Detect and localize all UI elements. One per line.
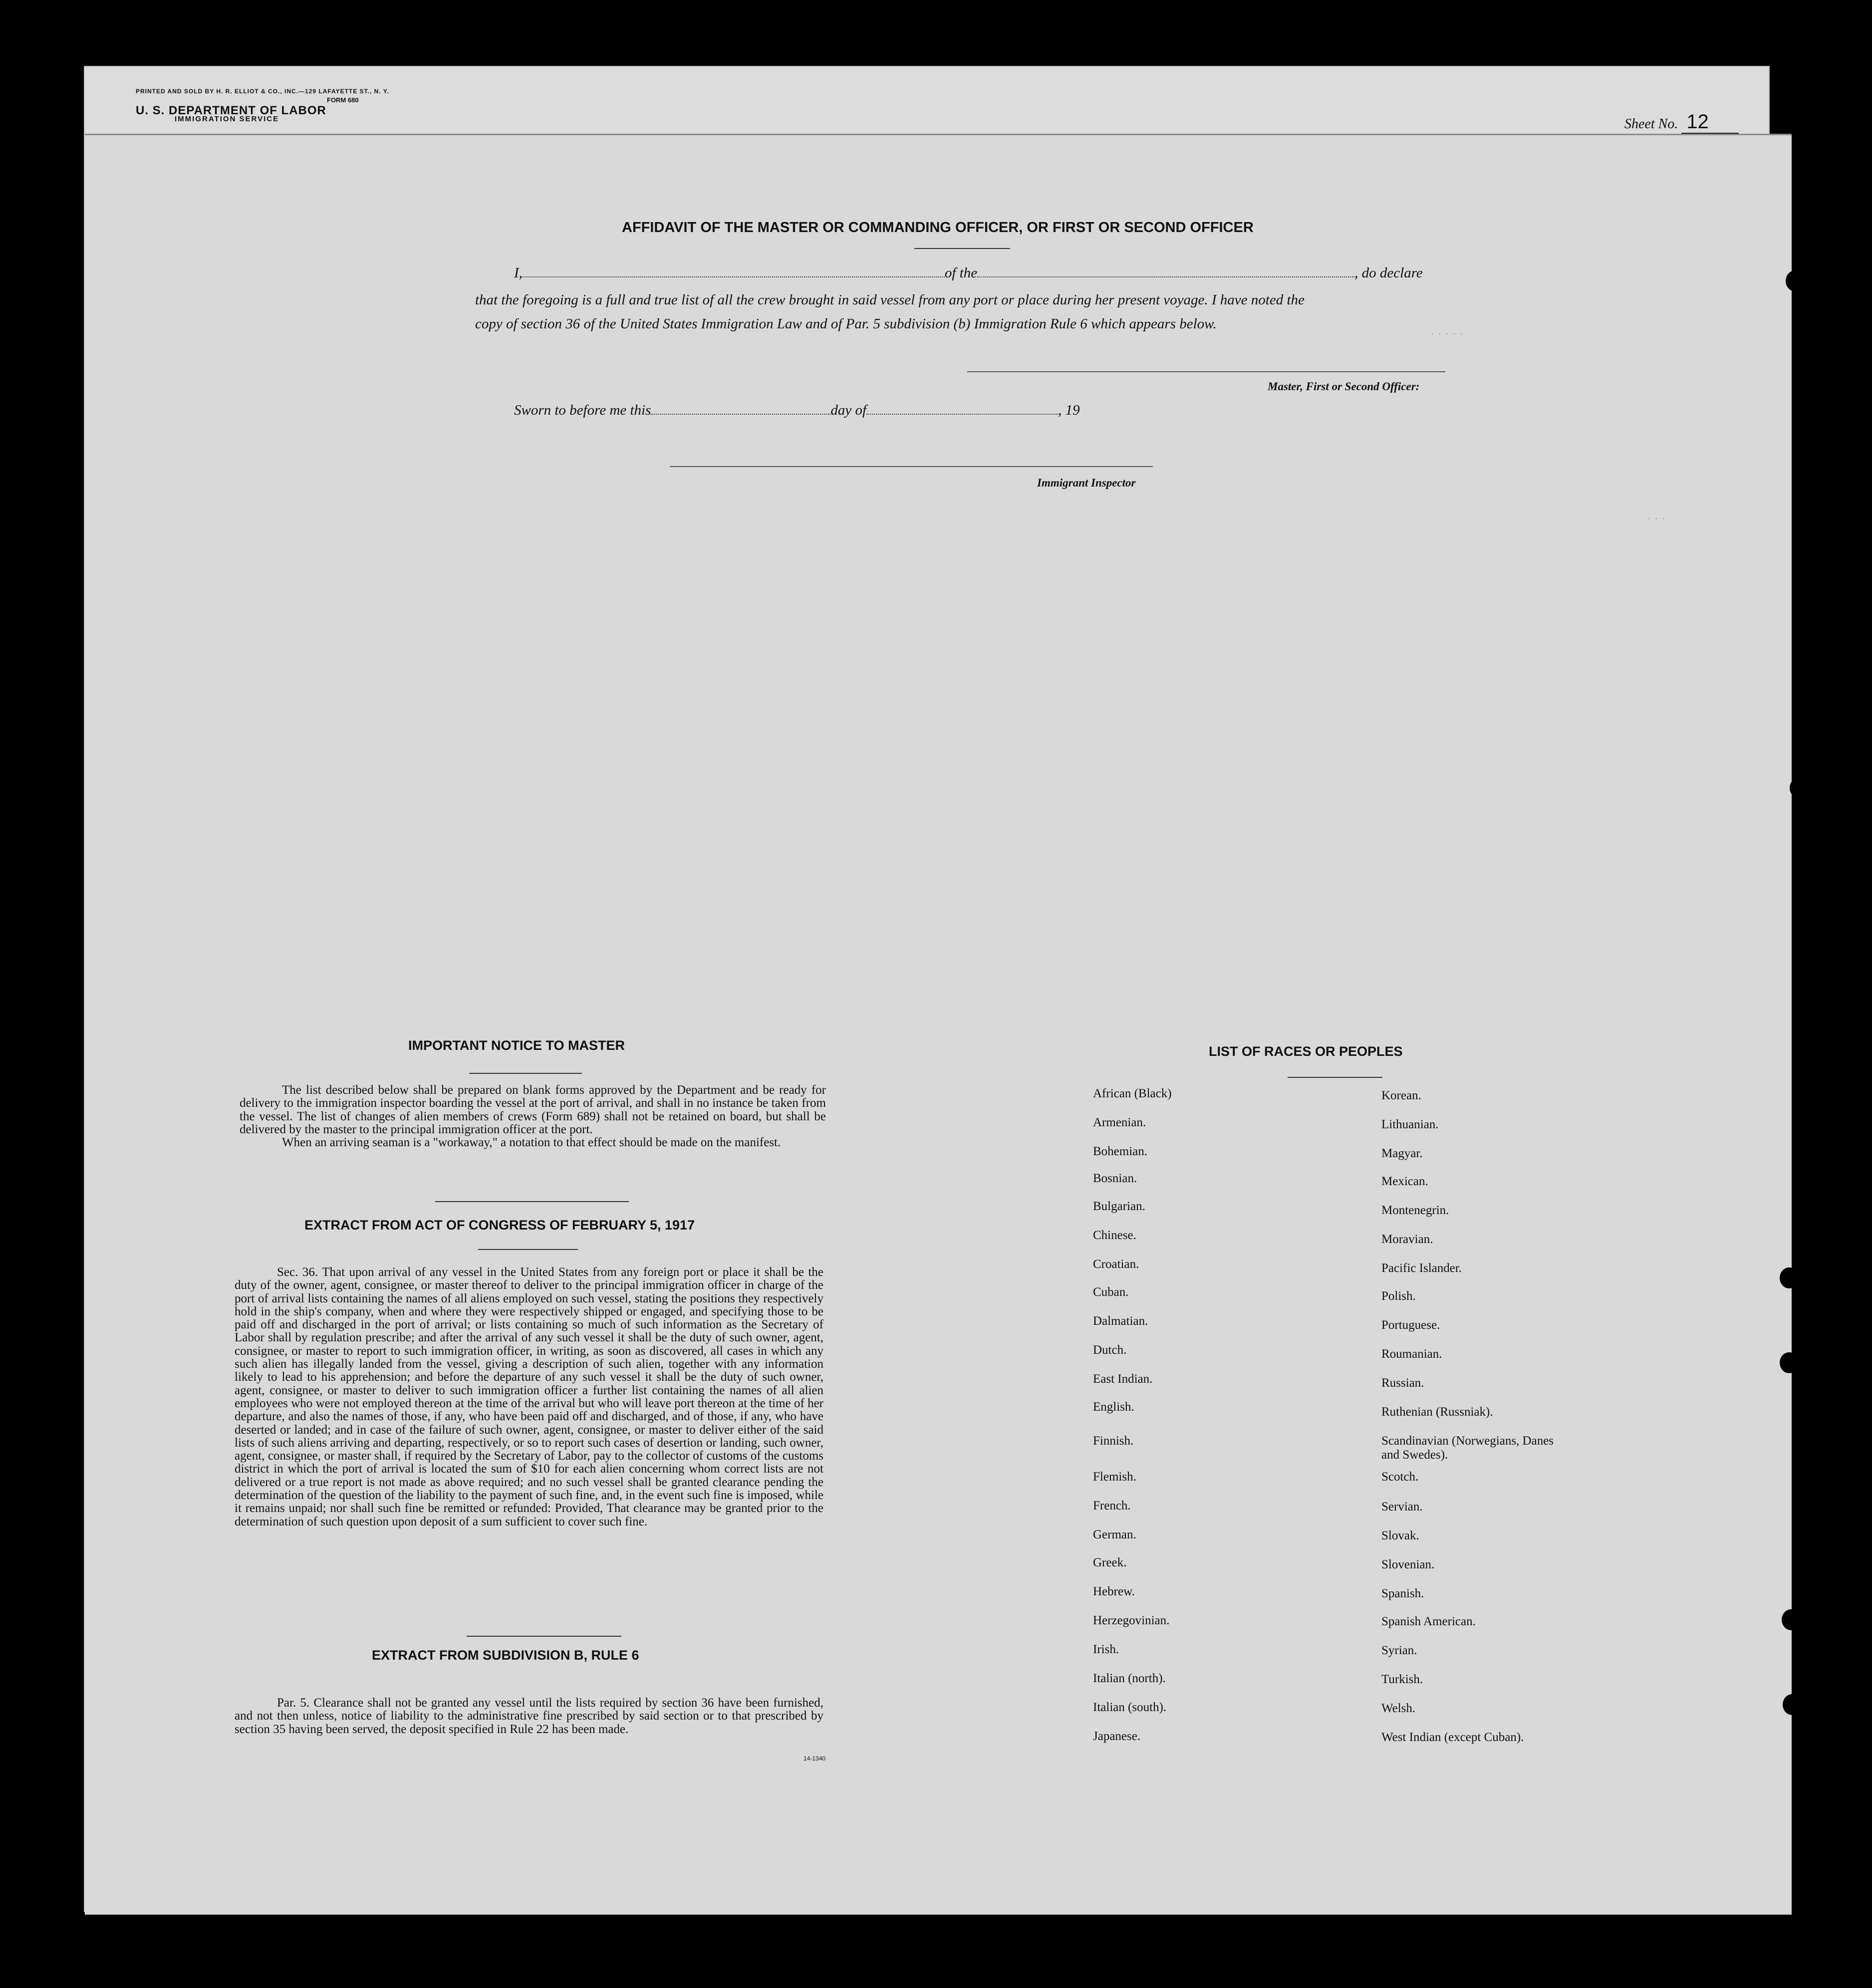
race-item: Herzegovinian. xyxy=(1093,1614,1170,1627)
affidavit-line-2: that the foregoing is a full and true list of all the crew brought in said vessel from any port or place during her present voyage. I have noted the xyxy=(475,292,1305,308)
affidavit-line-1 xyxy=(514,264,1423,281)
binding-hole xyxy=(1790,777,1809,798)
race-item: East Indian. xyxy=(1093,1372,1153,1386)
race-item: Greek. xyxy=(1093,1556,1127,1569)
race-item: Dalmatian. xyxy=(1093,1314,1148,1328)
master-signature-line[interactable] xyxy=(967,371,1445,372)
page-reference: 14-1340 xyxy=(803,1755,826,1762)
race-item: Scandinavian (Norwegians, Danes and Swedes). xyxy=(1381,1434,1554,1462)
affidavit-declare: , do declare xyxy=(1354,265,1423,281)
affidavit-title: AFFIDAVIT OF THE MASTER OR COMMANDING OFFICER, OR FIRST OR SECOND OFFICER xyxy=(622,220,1254,236)
form-number: FORM 680 xyxy=(327,96,359,104)
affidavit-i: I, xyxy=(514,265,523,281)
race-item: Finnish. xyxy=(1093,1434,1134,1448)
race-item: Slovak. xyxy=(1381,1529,1419,1542)
race-item: Russian. xyxy=(1381,1376,1424,1390)
notice-paragraph-2: When an arriving seaman is a "workaway," a notation to that effect should be made on the manifest. xyxy=(282,1136,781,1150)
officer-name-field[interactable] xyxy=(523,264,945,277)
race-item: Hebrew. xyxy=(1093,1585,1135,1598)
race-item: Dutch. xyxy=(1093,1343,1127,1357)
notice-paragraph-1: The list described below shall be prepared on blank forms approved by the Department and be ready for delivery to the immigration inspector boarding the vessel at the port of arrival, and shall in no instance be taken from the vessel. The list of changes of alien members of crews (Form 689) shall not be retained on board, but shall be delivered by the master to the principal immigration officer at the port. xyxy=(240,1083,826,1136)
affidavit-of-the: of the xyxy=(944,265,978,281)
race-item: French. xyxy=(1093,1499,1131,1512)
binding-hole xyxy=(1795,349,1814,370)
race-item: Mexican. xyxy=(1381,1175,1428,1188)
act-extract-body xyxy=(235,1266,823,1528)
sworn-line xyxy=(514,402,1080,419)
act-title-underline xyxy=(478,1249,578,1250)
rule-extract-body xyxy=(235,1697,823,1736)
races-underline xyxy=(1288,1077,1382,1078)
race-item: Italian (north). xyxy=(1093,1672,1166,1685)
race-item: African (Black) xyxy=(1093,1087,1172,1100)
printer-imprint: PRINTED AND SOLD BY H. R. ELLIOT & CO., INC.—129 LAFAYETTE ST., N. Y. xyxy=(136,88,389,95)
sworn-month-field[interactable] xyxy=(866,402,1058,415)
race-item: Armenian. xyxy=(1093,1116,1146,1129)
vessel-name-field[interactable] xyxy=(977,264,1354,277)
binding-hole xyxy=(1780,1267,1799,1288)
race-item: Ruthenian (Russniak). xyxy=(1381,1405,1493,1419)
bleed-through-mark: · · · · · xyxy=(1430,327,1464,340)
bleed-through-mark: · · · xyxy=(1647,511,1666,525)
race-item: Flemish. xyxy=(1093,1470,1136,1484)
sheet-number-label: Sheet No. xyxy=(1624,116,1678,132)
race-item: Polish. xyxy=(1381,1289,1416,1303)
race-item: Welsh. xyxy=(1381,1702,1416,1715)
race-item: Montenegrin. xyxy=(1381,1204,1449,1217)
race-item: Slovenian. xyxy=(1381,1558,1435,1571)
race-item: Japanese. xyxy=(1093,1730,1141,1743)
sheet-number-value: 12 xyxy=(1681,111,1739,134)
affidavit-line-3: copy of section 36 of the United States Immigration Law and of Par. 5 subdivision (b) Immigration Rule 6 which appears below. xyxy=(475,316,1217,332)
races-title: LIST OF RACES OR PEOPLES xyxy=(1209,1044,1403,1059)
notice-body xyxy=(240,1084,826,1149)
act-extract-title: EXTRACT FROM ACT OF CONGRESS OF FEBRUARY 5, 1917 xyxy=(304,1218,695,1233)
race-item: West Indian (except Cuban). xyxy=(1381,1731,1524,1744)
binding-hole xyxy=(1796,694,1815,715)
sworn-day-of: day of xyxy=(830,402,867,418)
section-divider-2 xyxy=(467,1636,621,1637)
race-item: German. xyxy=(1093,1528,1136,1541)
binding-hole xyxy=(1786,270,1805,291)
master-caption: Master, First or Second Officer: xyxy=(1268,380,1420,393)
race-item: Scotch. xyxy=(1381,1470,1419,1484)
race-item: Croatian. xyxy=(1093,1257,1139,1271)
rule-6-text: Par. 5. Clearance shall not be granted any vessel until the lists required by section 36 have been furnished, and not then unless, notice of liability to the administrative fine prescribed by said section or to that prescribed by section 35 having been served, the deposit specified in Rule 22 has been made. xyxy=(235,1696,823,1736)
notice-underline xyxy=(469,1073,582,1074)
race-item: Syrian. xyxy=(1381,1644,1417,1657)
rule-extract-title: EXTRACT FROM SUBDIVISION B, RULE 6 xyxy=(372,1648,639,1663)
service-name: IMMIGRATION SERVICE xyxy=(175,115,279,123)
race-item: Pacific Islander. xyxy=(1381,1261,1462,1275)
race-item: Bulgarian. xyxy=(1093,1200,1145,1213)
binding-hole xyxy=(1782,1609,1801,1630)
sheet-number xyxy=(1624,111,1739,133)
department-name: U. S. DEPARTMENT OF LABOR xyxy=(136,104,326,117)
inspector-signature-line[interactable] xyxy=(670,466,1153,467)
race-item: Cuban. xyxy=(1093,1285,1129,1299)
front-sheet xyxy=(85,134,1792,1915)
race-item: Portuguese. xyxy=(1381,1318,1440,1332)
title-underline xyxy=(914,248,1010,249)
race-item: Lithuanian. xyxy=(1381,1118,1439,1131)
binding-hole xyxy=(1783,1694,1802,1715)
race-item: Moravian. xyxy=(1381,1233,1433,1246)
race-item: Bohemian. xyxy=(1093,1145,1148,1158)
race-item: Spanish. xyxy=(1381,1587,1424,1600)
sworn-label: Sworn to before me this xyxy=(514,402,651,418)
notice-title: IMPORTANT NOTICE TO MASTER xyxy=(408,1038,625,1053)
race-item: Irish. xyxy=(1093,1643,1119,1656)
section-36-text: Sec. 36. That upon arrival of any vessel in the United States from any foreign port or place it shall be the duty of the owner, agent, consignee, or master thereof to deliver to the principal immigration officer in charge of the port of arrival lists containing the names of all aliens employed on such vessel, stating the positions they respectively hold in the ship's company, when and where they were respectively shipped or engaged, and specifying those to be paid off and discharged in the port of arrival; or lists containing so much of such information as the Secretary of Labor shall by regulation prescribe; and after the arrival of any such vessel it shall be the duty of such owner, agent, consignee, or master to report to such immigration officer, in writing, as soon as discovered, all cases in which any such alien has illegally landed from the vessel, giving a description of such alien, together with any information likely to lead to his apprehension; and before the departure of any such vessel it shall be the duty of such owner, agent, consignee, or master to deliver to such immigration officer a further list containing the names of all alien employees who were not employed thereon at the time of the arrival but who will leave port thereon at the time of her departure, and also the names of those, if any, who have been paid off and discharged, and of those, if any, who have deserted or landed; and in case of the failure of such owner, agent, consignee, or master to deliver either of the said lists of such aliens arriving and departing, respectively, or so to report such cases of desertion or landing, such owner, agent, consignee, or master shall, if required by the Secretary of Labor, pay to the collector of customs of the customs district in which the port of arrival is located the sum of $10 for each alien concerning whom correct lists are not delivered or a true report is not made as above required; and no such vessel shall be granted clearance pending the determination of the question of the liability to the payment of such fine, and, in the event such fine is imposed, while it remains unpaid; nor shall such fine be remitted or refunded: Provided, That clearance may be granted prior to the determination of such question upon deposit of a sum sufficient to cover such fine. xyxy=(235,1265,823,1528)
binding-hole xyxy=(1796,432,1815,453)
race-item: Chinese. xyxy=(1093,1229,1136,1242)
inspector-caption: Immigrant Inspector xyxy=(1037,477,1136,489)
binding-hole xyxy=(1780,1352,1799,1373)
race-item: Roumanian. xyxy=(1381,1347,1442,1361)
race-item: Turkish. xyxy=(1381,1673,1423,1686)
race-item: Bosnian. xyxy=(1093,1172,1137,1185)
race-item: Magyar. xyxy=(1381,1147,1423,1160)
race-item: Korean. xyxy=(1381,1089,1421,1102)
race-item: English. xyxy=(1093,1400,1134,1414)
race-item: Spanish American. xyxy=(1381,1615,1476,1628)
race-item: Italian (south). xyxy=(1093,1701,1167,1714)
race-item: Servian. xyxy=(1381,1500,1423,1513)
sworn-day-field[interactable] xyxy=(651,402,830,415)
section-divider xyxy=(435,1201,629,1202)
sworn-year: , 19 xyxy=(1058,402,1080,418)
